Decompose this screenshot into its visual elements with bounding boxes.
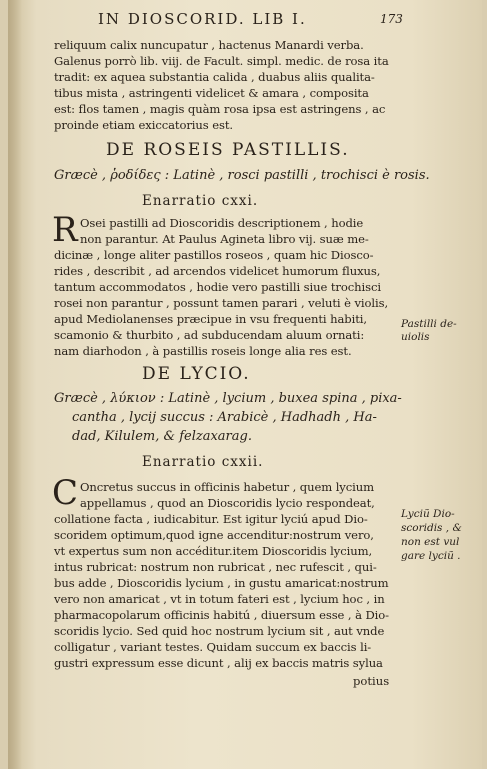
enarratio-title: Enarratio cxxii.	[142, 454, 264, 470]
text-line: pharmacopolarum officinis habitú , diuersum esse , à Dio-	[54, 608, 389, 622]
text-line: tradit: ex aquea substantia calida , duabus aliis qualita-	[54, 70, 375, 84]
text-line: gustri expressum esse dicunt , alij ex baccis matris sylua	[54, 656, 383, 670]
text-line: appellamus , quod an Dioscoridis lycio respondeat,	[80, 496, 375, 510]
text-line: nam diarhodon , à pastillis roseis longe alia res est.	[54, 344, 352, 358]
margin-note-line: uiolis	[401, 331, 430, 343]
text-line: est: flos tamen , magis quàm rosa ipsa est astringens , ac	[54, 102, 386, 116]
text-line: scoridis lycio. Sed quid hoc nostrum lycium sit , aut vnde	[54, 624, 385, 638]
text-line: reliquum calix nuncupatur , hactenus Manardi verba.	[54, 38, 364, 52]
text-line: bus adde , Dioscoridis lycium , in gustu amaricat:nostrum	[54, 576, 389, 590]
text-line: vt expertus sum non accéditur.item Dioscoridis lycium,	[54, 544, 373, 558]
text-line: dicinæ , longe aliter pastillos roseos , quam hic Diosco-	[54, 248, 374, 262]
drop-cap: R	[52, 210, 78, 250]
greek-latin-line: dad, Kilulem, & felzaxarag.	[72, 429, 252, 444]
greek-latin-line: cantha , lycij succus : Arabicè , Hadhadh , Ha-	[72, 410, 377, 425]
text-line: vero non amaricat , vt in totum fateri est , lycium hoc , in	[54, 592, 385, 606]
text-line: colligatur , variant testes. Quidam succum ex baccis li-	[54, 640, 372, 654]
catchword: potius	[353, 674, 390, 688]
text-line: tantum accommodatos , hodie vero pastilli siue trochisci	[54, 280, 381, 294]
text-line: rides , describit , ad arcendos videlicet humorum fluxus,	[54, 264, 381, 278]
text-line: intus rubricat: nostrum non rubricat , nec rufescit , qui-	[54, 560, 377, 574]
text-line: proinde etiam exiccatorius est.	[54, 118, 233, 132]
margin-note-line: non est vul	[401, 536, 460, 548]
section-heading-roseis: DE ROSEIS PASTILLIS.	[106, 140, 350, 160]
text-line: Galenus porrò lib. viij. de Facult. simpl. medic. de rosa ita	[54, 54, 389, 68]
running-head	[8, 10, 482, 32]
text-line: scoridem optimum,quod igne accenditur:nostrum vero,	[54, 528, 374, 542]
margin-note-line: Lyciũ Dio-	[401, 508, 455, 520]
text-line: apud Mediolanenses præcipue in vsu frequenti habiti,	[54, 312, 367, 326]
drop-cap: C	[52, 473, 79, 513]
text-line: scamonio & thurbito , ad subducendam aluum ornati:	[54, 328, 365, 342]
greek-latin-line: Græcè , λύκιον : Latinè , lycium , buxea spina , pixa-	[54, 391, 402, 406]
margin-note-line: scoridis , &	[401, 522, 462, 534]
running-head-title: IN DIOSCORID. LIB I.	[98, 10, 307, 28]
margin-note-line: gare lyciũ .	[401, 550, 461, 562]
page-number: 173	[380, 12, 403, 26]
enarratio-title: Enarratio cxxi.	[142, 193, 259, 209]
book-page	[8, 0, 482, 769]
section-heading-lycio: DE LYCIO.	[142, 364, 251, 384]
text-line: tibus mista , astringenti videlicet & amara , composita	[54, 86, 369, 100]
text-line: Osei pastilli ad Dioscoridis descriptionem , hodie	[80, 216, 364, 230]
greek-latin-line: Græcè , ῥοδίδες : Latinè , rosci pastilli , trochisci è rosis.	[54, 168, 430, 183]
text-line: Oncretus succus in officinis habetur , quem lycium	[80, 480, 375, 494]
text-line: non parantur. At Paulus Agineta libro vij. suæ me-	[80, 232, 369, 246]
margin-note-line: Pastilli de-	[401, 318, 457, 330]
page-gutter-shadow	[8, 0, 22, 769]
text-line: rosei non parantur , possunt tamen parari , veluti è violis,	[54, 296, 389, 310]
text-line: collatione facta , iudicabitur. Est igitur lyciú apud Dio-	[54, 512, 368, 526]
